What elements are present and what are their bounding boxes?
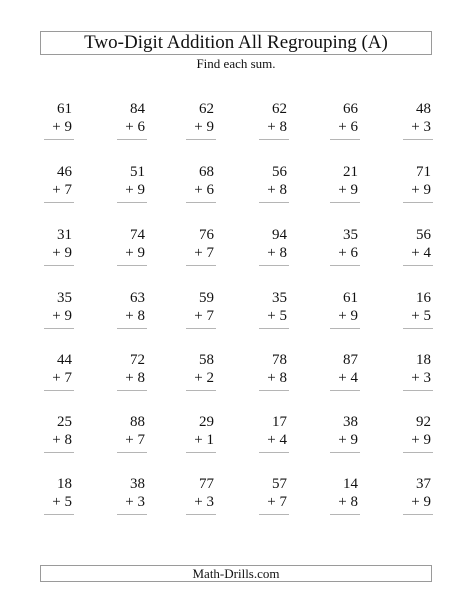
addend-top: 68 <box>199 164 214 180</box>
answer-line <box>44 390 74 391</box>
addend-top: 94 <box>272 227 287 243</box>
answer-line <box>259 328 289 329</box>
addend-top: 37 <box>416 476 431 492</box>
addend-bottom: + 9 <box>52 308 72 324</box>
answer-line <box>186 452 216 453</box>
answer-line <box>117 265 147 266</box>
addend-top: 35 <box>272 290 287 306</box>
answer-line <box>117 452 147 453</box>
addend-bottom: + 4 <box>267 432 287 448</box>
problem-4-5 <box>310 290 358 340</box>
answer-line <box>259 139 289 140</box>
problem-5-5 <box>310 352 358 402</box>
problem-1-2 <box>97 101 145 151</box>
answer-line <box>186 514 216 515</box>
addend-bottom: + 8 <box>125 370 145 386</box>
addend-bottom: + 9 <box>338 182 358 198</box>
problem-3-4 <box>239 227 287 277</box>
addend-top: 16 <box>416 290 431 306</box>
problem-4-4 <box>239 290 287 340</box>
problem-6-3 <box>166 414 214 464</box>
problem-3-2 <box>97 227 145 277</box>
addend-bottom: + 3 <box>411 370 431 386</box>
addend-bottom: + 8 <box>338 494 358 510</box>
addend-bottom: + 7 <box>194 308 214 324</box>
answer-line <box>117 139 147 140</box>
answer-line <box>403 265 433 266</box>
answer-line <box>186 265 216 266</box>
problem-5-1 <box>24 352 72 402</box>
addend-bottom: + 6 <box>338 119 358 135</box>
addend-top: 35 <box>343 227 358 243</box>
answer-line <box>259 514 289 515</box>
answer-line <box>44 202 74 203</box>
answer-line <box>44 265 74 266</box>
problem-6-5 <box>310 414 358 464</box>
answer-line <box>186 202 216 203</box>
addend-bottom: + 3 <box>194 494 214 510</box>
answer-line <box>117 390 147 391</box>
footer-box <box>40 565 432 582</box>
addend-top: 61 <box>57 101 72 117</box>
problem-5-6 <box>383 352 431 402</box>
addend-bottom: + 9 <box>338 308 358 324</box>
addend-bottom: + 4 <box>338 370 358 386</box>
problem-7-2 <box>97 476 145 526</box>
addend-bottom: + 9 <box>125 182 145 198</box>
addend-top: 21 <box>343 164 358 180</box>
addend-bottom: + 9 <box>52 245 72 261</box>
addend-top: 74 <box>130 227 145 243</box>
problem-6-6 <box>383 414 431 464</box>
addend-top: 84 <box>130 101 145 117</box>
answer-line <box>330 202 360 203</box>
problem-3-3 <box>166 227 214 277</box>
addend-bottom: + 8 <box>267 245 287 261</box>
problem-2-1 <box>24 164 72 214</box>
addend-top: 72 <box>130 352 145 368</box>
answer-line <box>117 514 147 515</box>
addend-bottom: + 8 <box>52 432 72 448</box>
problem-2-2 <box>97 164 145 214</box>
problem-1-5 <box>310 101 358 151</box>
addend-top: 66 <box>343 101 358 117</box>
problem-2-5 <box>310 164 358 214</box>
addend-top: 38 <box>130 476 145 492</box>
problem-7-1 <box>24 476 72 526</box>
problem-7-5 <box>310 476 358 526</box>
problem-6-1 <box>24 414 72 464</box>
answer-line <box>117 202 147 203</box>
problem-7-4 <box>239 476 287 526</box>
addend-top: 35 <box>57 290 72 306</box>
answer-line <box>117 328 147 329</box>
addend-top: 46 <box>57 164 72 180</box>
addend-top: 77 <box>199 476 214 492</box>
worksheet-title: Two-Digit Addition All Regrouping (A) <box>84 32 388 53</box>
answer-line <box>259 202 289 203</box>
addend-bottom: + 7 <box>52 182 72 198</box>
answer-line <box>186 390 216 391</box>
problem-6-4 <box>239 414 287 464</box>
addend-top: 59 <box>199 290 214 306</box>
addend-top: 78 <box>272 352 287 368</box>
instructions: Find each sum. <box>196 56 276 71</box>
addend-bottom: + 8 <box>267 119 287 135</box>
addend-top: 14 <box>343 476 358 492</box>
problem-7-3 <box>166 476 214 526</box>
problem-3-5 <box>310 227 358 277</box>
answer-line <box>403 139 433 140</box>
answer-line <box>330 390 360 391</box>
addend-top: 57 <box>272 476 287 492</box>
answer-line <box>259 265 289 266</box>
addend-top: 38 <box>343 414 358 430</box>
answer-line <box>44 514 74 515</box>
problem-4-1 <box>24 290 72 340</box>
addend-top: 18 <box>57 476 72 492</box>
addend-bottom: + 3 <box>125 494 145 510</box>
addend-top: 61 <box>343 290 358 306</box>
problem-2-3 <box>166 164 214 214</box>
addend-bottom: + 4 <box>411 245 431 261</box>
addend-bottom: + 7 <box>267 494 287 510</box>
addend-top: 71 <box>416 164 431 180</box>
problem-6-2 <box>97 414 145 464</box>
addend-bottom: + 9 <box>411 494 431 510</box>
answer-line <box>259 390 289 391</box>
addend-top: 56 <box>272 164 287 180</box>
addend-bottom: + 8 <box>125 308 145 324</box>
answer-line <box>44 139 74 140</box>
problem-7-6 <box>383 476 431 526</box>
problem-1-6 <box>383 101 431 151</box>
addend-top: 58 <box>199 352 214 368</box>
problem-5-2 <box>97 352 145 402</box>
addend-top: 51 <box>130 164 145 180</box>
addend-top: 88 <box>130 414 145 430</box>
addend-top: 76 <box>199 227 214 243</box>
addend-top: 87 <box>343 352 358 368</box>
addend-bottom: + 5 <box>267 308 287 324</box>
addend-bottom: + 7 <box>125 432 145 448</box>
addend-top: 48 <box>416 101 431 117</box>
answer-line <box>403 514 433 515</box>
addend-bottom: + 8 <box>267 182 287 198</box>
problem-1-1 <box>24 101 72 151</box>
problem-5-4 <box>239 352 287 402</box>
addend-bottom: + 6 <box>194 182 214 198</box>
addend-bottom: + 6 <box>338 245 358 261</box>
addend-top: 44 <box>57 352 72 368</box>
addend-bottom: + 6 <box>125 119 145 135</box>
answer-line <box>330 328 360 329</box>
problem-5-3 <box>166 352 214 402</box>
addend-bottom: + 5 <box>411 308 431 324</box>
answer-line <box>403 202 433 203</box>
addend-top: 92 <box>416 414 431 430</box>
addend-top: 18 <box>416 352 431 368</box>
addend-top: 56 <box>416 227 431 243</box>
problem-4-3 <box>166 290 214 340</box>
answer-line <box>330 452 360 453</box>
addend-bottom: + 9 <box>125 245 145 261</box>
addend-top: 62 <box>199 101 214 117</box>
problem-4-6 <box>383 290 431 340</box>
answer-line <box>186 139 216 140</box>
answer-line <box>44 452 74 453</box>
addend-top: 25 <box>57 414 72 430</box>
answer-line <box>330 139 360 140</box>
addend-bottom: + 7 <box>194 245 214 261</box>
addend-top: 17 <box>272 414 287 430</box>
addend-bottom: + 7 <box>52 370 72 386</box>
addend-bottom: + 9 <box>411 182 431 198</box>
problem-3-6 <box>383 227 431 277</box>
addend-top: 29 <box>199 414 214 430</box>
addend-bottom: + 5 <box>52 494 72 510</box>
answer-line <box>259 452 289 453</box>
answer-line <box>403 390 433 391</box>
addend-bottom: + 9 <box>194 119 214 135</box>
addend-bottom: + 1 <box>194 432 214 448</box>
answer-line <box>403 328 433 329</box>
problem-4-2 <box>97 290 145 340</box>
answer-line <box>330 514 360 515</box>
addend-bottom: + 2 <box>194 370 214 386</box>
problem-2-4 <box>239 164 287 214</box>
addend-top: 31 <box>57 227 72 243</box>
answer-line <box>186 328 216 329</box>
addend-bottom: + 9 <box>52 119 72 135</box>
problem-2-6 <box>383 164 431 214</box>
answer-line <box>330 265 360 266</box>
addend-bottom: + 9 <box>338 432 358 448</box>
addend-bottom: + 3 <box>411 119 431 135</box>
answer-line <box>44 328 74 329</box>
addend-bottom: + 9 <box>411 432 431 448</box>
addend-bottom: + 8 <box>267 370 287 386</box>
problem-3-1 <box>24 227 72 277</box>
problem-1-4 <box>239 101 287 151</box>
addend-top: 63 <box>130 290 145 306</box>
problem-1-3 <box>166 101 214 151</box>
addend-top: 62 <box>272 101 287 117</box>
footer-text: Math-Drills.com <box>192 565 280 581</box>
answer-line <box>403 452 433 453</box>
